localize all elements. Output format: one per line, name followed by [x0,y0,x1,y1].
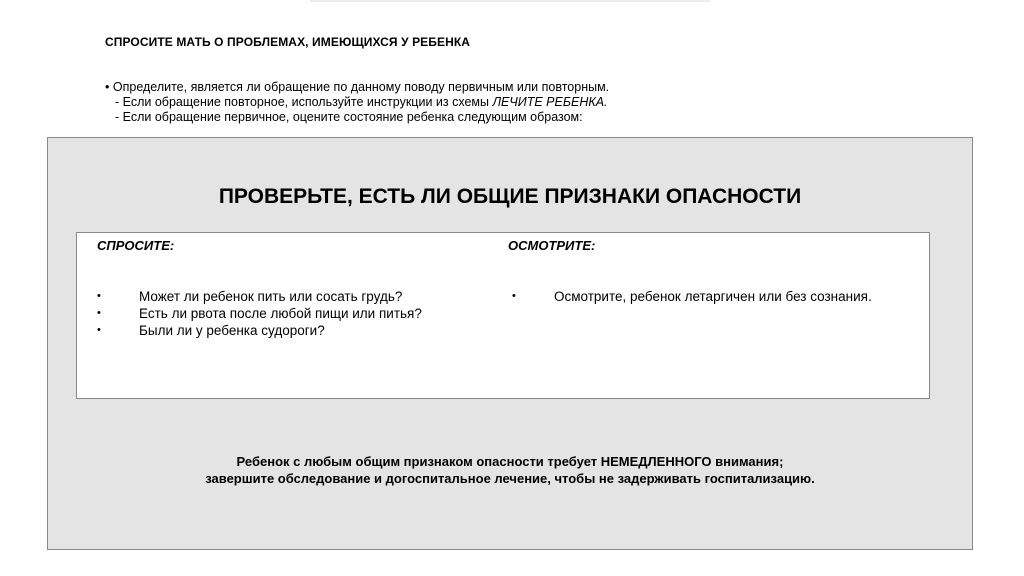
dash: - [115,95,120,109]
bullet: • [105,80,110,94]
top-divider [310,0,710,2]
ask-item-text: Были ли у ребенка судороги? [139,323,325,338]
urgent-note [48,453,972,487]
look-heading: ОСМОТРИТЕ: [508,238,596,253]
look-item-text: Осмотрите, ребенок летаргичен или без сознания. [554,289,872,304]
bullet: • [97,307,101,319]
intro-line-2 [105,95,609,110]
assessment-box [76,232,930,399]
ask-heading: СПРОСИТЕ: [97,238,175,253]
intro-text-2: Если обращение повторное, используйте инструкции из схемы [122,95,493,109]
intro-line-3 [105,110,609,125]
dash: - [115,110,120,124]
ask-item-text: Может ли ребенок пить или сосать грудь? [139,289,403,304]
note-line-1: Ребенок с любым общим признаком опасности требует НЕМЕДЛЕННОГО внимания; [236,454,784,469]
panel-title: ПРОВЕРЬТЕ, ЕСТЬ ЛИ ОБЩИЕ ПРИЗНАКИ ОПАСНОСТИ [218,185,802,208]
ask-item-text: Есть ли рвота после любой пищи или питья? [139,306,422,321]
note-line-2: завершите обследование и догоспитальное лечение, чтобы не задерживать госпитализацию. [205,471,815,486]
section-heading: СПРОСИТЕ МАТЬ О ПРОБЛЕМАХ, ИМЕЮЩИХСЯ У РЕБЕНКА [105,35,471,49]
intro-emphasis: ЛЕЧИТЕ РЕБЕНКА. [492,95,608,109]
intro-text-3: Если обращение первичное, оцените состояние ребенка следующим образом: [122,110,583,124]
danger-signs-panel [47,137,973,550]
bullet: • [512,290,516,302]
intro-instructions [105,80,609,125]
bullet: • [97,290,101,302]
bullet: • [97,324,101,336]
intro-line-1 [105,80,609,95]
intro-text-1: Определите, является ли обращение по данному поводу первичным или повторным. [112,80,610,94]
